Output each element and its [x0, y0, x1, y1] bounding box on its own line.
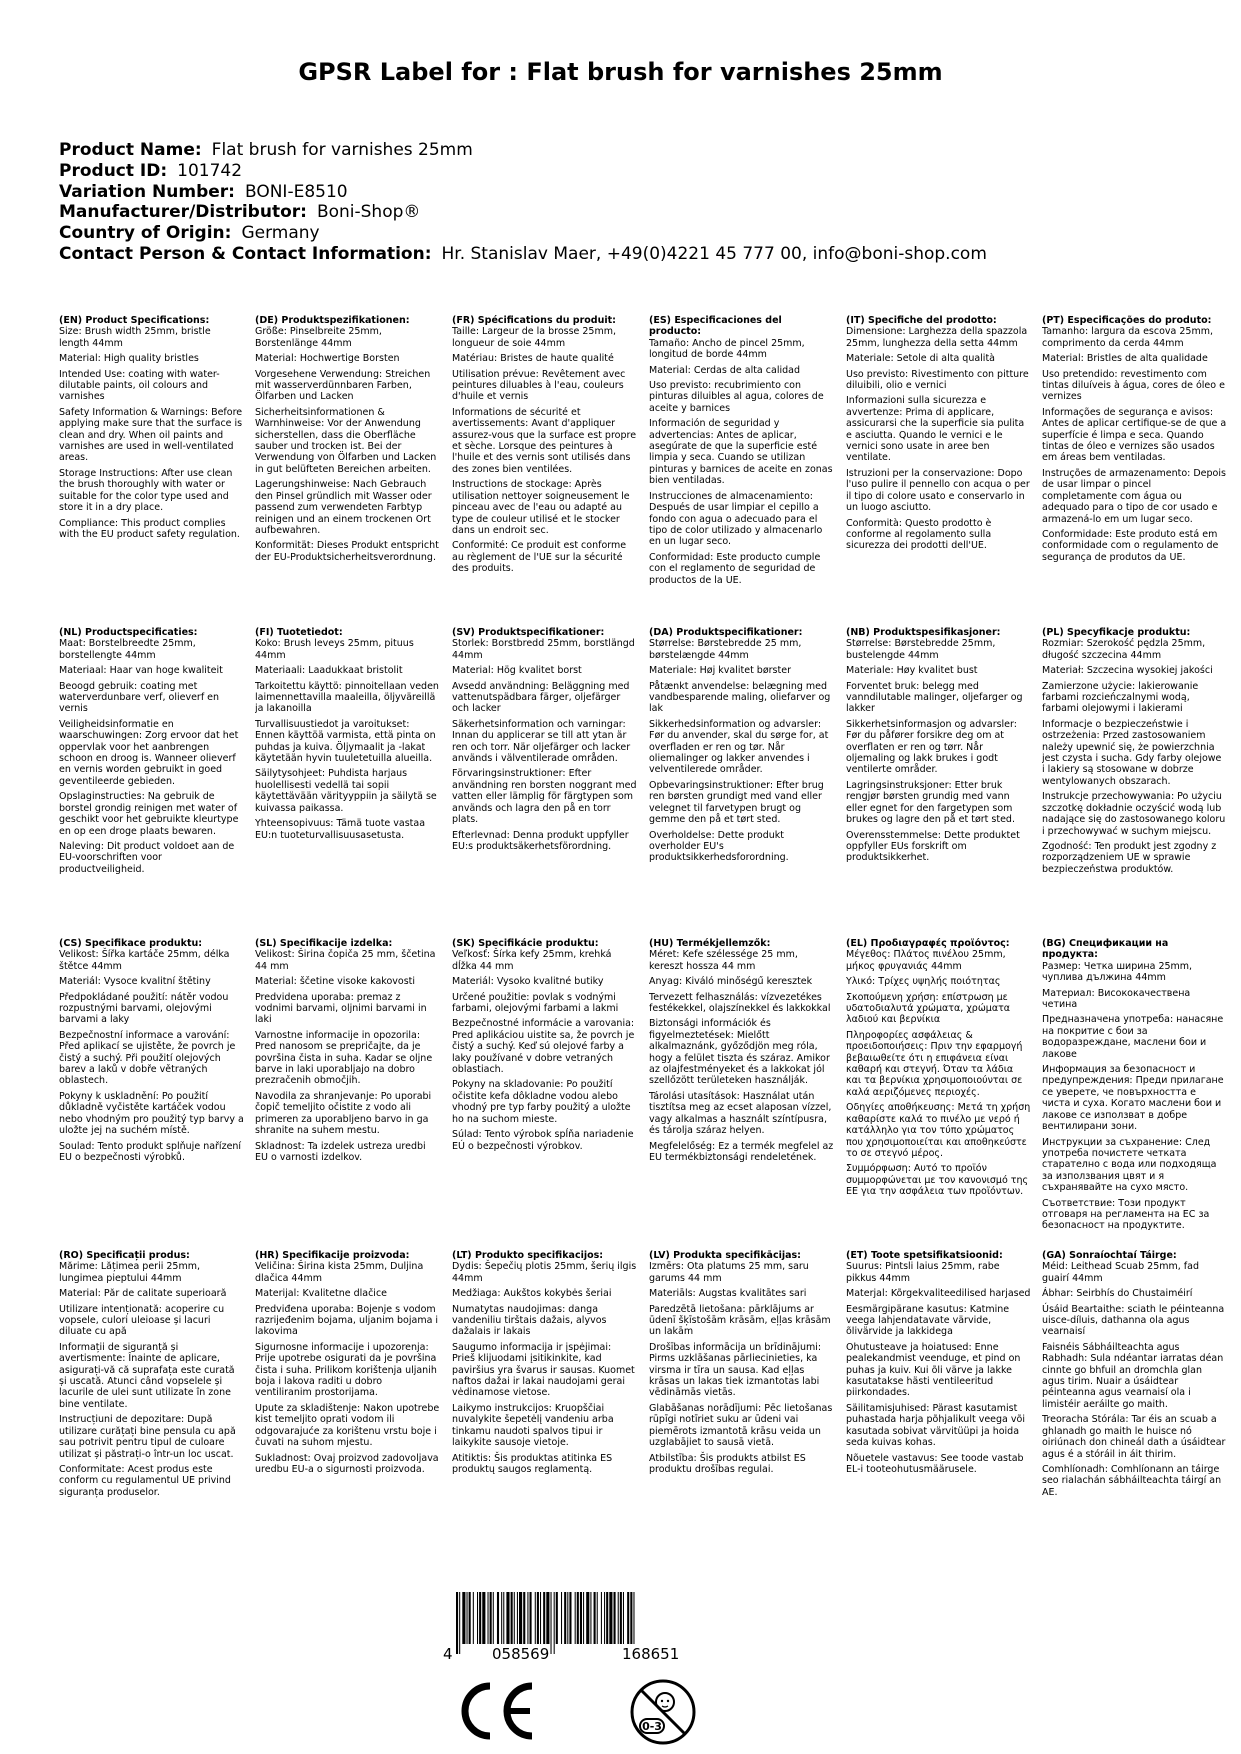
barcode-bar — [467, 1592, 468, 1644]
spec-paragraph: Predviđena uporaba: Bojenje s vodom razrijeđenim bojama, uljanim bojama i lakovima — [255, 1303, 439, 1338]
barcode-bar — [490, 1592, 492, 1644]
spec-paragraph: Opbevaringsinstruktioner: Efter brug ren børsten grundigt med vand eller velegnet til farvetypen brugt og gemme den på et tørt sted. — [649, 779, 824, 826]
info-row — [59, 161, 1199, 182]
barcode-bar — [537, 1592, 539, 1644]
info-label: Product ID: — [59, 160, 168, 181]
spec-paragraph: Materiál: Vysoko kvalitné butiky — [452, 976, 604, 988]
info-value: 101742 — [177, 160, 243, 181]
barcode-bar — [630, 1592, 632, 1644]
spec-paragraph: Material: Cerdas de alta calidad — [649, 364, 800, 376]
spec-heading: (FR) Spécifications du produit: — [452, 315, 616, 326]
spec-paragraph: Instrucțiuni de depozitare: După utilizare curățați bine pensula cu apă sau potrivit pentru tipul de culoare utilizat și păstrați-o într-un loc uscat. — [59, 1414, 236, 1460]
spec-paragraph: Skladnost: Ta izdelek ustreza uredbi EU o varnosti izdelkov. — [255, 1140, 426, 1163]
spec-paragraph: Lagerungshinweise: Nach Gebrauch den Pinsel gründlich mit Wasser oder passend zum verwendeten Farbtyp reinigen und an einem trockenen Ort aufbewahren. — [255, 479, 432, 536]
spec-paragraph: Avsedd användning: Beläggning med vattenutspädbara färger, oljefärger och lacker — [452, 680, 630, 715]
spec-paragraph: Turvallisuustiedot ja varoitukset: Ennen käyttöä varmista, että pinta on puhdas ja kuiva. Öljymaalit ja -lakat käytetään hyvin tuuletetuilla alueilla. — [255, 718, 436, 765]
spec-heading: (PT) Especificações do produto: — [1042, 315, 1212, 326]
spec-paragraph: Paredzētā lietošana: pārklājums ar ūdenī šķīstošām krāsām, eļļas krāsām un lakām — [649, 1303, 831, 1338]
barcode-bar — [580, 1592, 582, 1644]
spec-paragraph: Размер: Четка ширина 25mm, чуплива дължина 44mm — [1042, 960, 1193, 984]
spec-heading: (GA) Sonraíochtaí Táirge: — [1042, 1250, 1177, 1261]
spec-heading: (LV) Produkta specifikācijas: — [649, 1250, 801, 1261]
barcode-bar — [543, 1592, 545, 1644]
spec-block — [1042, 315, 1227, 567]
barcode-bar — [514, 1592, 515, 1644]
spec-block — [59, 627, 244, 879]
spec-paragraph: Velikost: Šířka kartáče 25mm, délka štětce 44mm — [59, 949, 230, 972]
barcode-bar — [627, 1592, 629, 1644]
spec-heading: (NB) Produktspesifikasjoner: — [846, 627, 1001, 638]
spec-paragraph: Předpokládané použití: nátěr vodou rozpustnými barvami, olejovými barvami a laky — [59, 991, 229, 1026]
spec-paragraph: Tamanho: largura da escova 25mm, comprimento da cerda 44mm — [1042, 326, 1213, 349]
spec-paragraph: Materiale: Setole di alta qualità — [846, 353, 995, 365]
spec-paragraph: Utilisation prévue: Revêtement avec peintures diluables à l'eau, couleurs d'huile et vernis — [452, 368, 626, 403]
spec-paragraph: Conformidad: Este producto cumple con el reglamento de seguridad de productos de la UE. — [649, 551, 821, 586]
spec-paragraph: Intended Use: coating with water-dilutable paints, oil colours and varnishes — [59, 368, 220, 403]
spec-paragraph: Ábhar: Seirbhís do Chustaiméirí — [1042, 1288, 1193, 1300]
spec-paragraph: Comhlíonadh: Comhlíonann an táirge seo rialachán sábháilteachta táirgí an AE. — [1042, 1463, 1222, 1498]
barcode-bar — [497, 1592, 499, 1644]
spec-paragraph: Materiaal: Haar van hoge kwaliteit — [59, 665, 223, 677]
barcode-bar — [618, 1592, 619, 1644]
spec-heading: (DE) Produktspezifikationen: — [255, 315, 410, 326]
info-row — [59, 244, 1199, 265]
barcode-bar — [477, 1592, 478, 1644]
spec-paragraph: Informații de siguranță și avertismente: Înainte de aplicare, asigurați-vă că suprafața este curată și uscată. Atunci când vopselele și lacurile de ulei sunt utilizate în zone bine ventilate. — [59, 1341, 235, 1410]
spec-paragraph: Beoogd gebruik: coating met waterverdunbare verf, olieverf en vernis — [59, 680, 220, 715]
spec-paragraph: Navodila za shranjevanje: Po uporabi čopič temeljito očistite z vodo ali primeren za uporabljeno barvo in ga shranite na suhem mestu. — [255, 1090, 432, 1137]
barcode-bar — [597, 1592, 598, 1644]
barcode-bar — [614, 1592, 616, 1644]
barcode-bar — [482, 1592, 485, 1644]
barcode-bar — [506, 1592, 509, 1644]
spec-paragraph: Sigurnosne informacije i upozorenja: Prije upotrebe osigurati da je površina čista i suha. Prilikom korištenja uljanih boja i lakova raditi u dobro ventiliranim prostorijama. — [255, 1341, 437, 1399]
spec-block — [846, 938, 1031, 1202]
spec-paragraph: Størrelse: Børstebredde 25mm, bustelengde 44mm — [846, 638, 996, 661]
info-label: Variation Number: — [59, 181, 235, 202]
info-value: Hr. Stanislav Maer, +49(0)4221 45 777 00, info@boni-shop.com — [441, 243, 987, 264]
spec-heading: (SK) Špecifikácie produktu: — [452, 938, 599, 949]
barcode-bar — [546, 1592, 549, 1644]
barcode-bar — [493, 1592, 494, 1644]
barcode-bar — [459, 1592, 460, 1654]
spec-paragraph: Bezpečnostné informácie a varovania: Pred aplikáciou uistite sa, že povrch je čistý a suchý. Keď sú olejové farby a laky používané v dobre vetraných oblastiach. — [452, 1018, 635, 1076]
spec-heading: (HR) Specifikacije proizvoda: — [255, 1250, 410, 1261]
spec-paragraph: Størrelse: Børstebredde 25 mm, børstelængde 44mm — [649, 638, 802, 661]
spec-paragraph: Предназначена употреба: нанасяне на покритие с бои за водоразреждане, маслени бои и лакове — [1042, 1014, 1224, 1060]
spec-paragraph: Veličina: Širina kista 25mm, Duljina dlačica 44mm — [255, 1261, 424, 1284]
info-row — [59, 223, 1199, 244]
info-value: BONI-E8510 — [244, 181, 348, 202]
spec-block — [1042, 1250, 1227, 1502]
spec-heading: (PL) Specyfikacje produktu: — [1042, 627, 1191, 638]
spec-paragraph: Uso previsto: recubrimiento con pinturas diluibles al agua, colores de aceite y barnices — [649, 380, 824, 414]
spec-paragraph: Materiał: Szczecina wysokiej jakości — [1042, 665, 1213, 677]
spec-paragraph: Informações de segurança e avisos: Antes de aplicar certifique-se de que a superfície é limpa e seca. Quando tintas de óleo e vernizes são usados em áreas bem ventiladas. — [1042, 406, 1227, 464]
spec-paragraph: Material: Bristles de alta qualidade — [1042, 353, 1208, 365]
spec-paragraph: Σκοπούμενη χρήση: επίστρωση με υδατοδιαλυτά χρώματα, χρώματα λαδιού και βερνίκια — [846, 991, 1011, 1026]
spec-paragraph: Lagringsinstruksjoner: Etter bruk rengjør børsten grundig med vann eller egnet for den fargetypen som brukes og lagre den på et tørt sted. — [846, 779, 1015, 826]
spec-paragraph: Velikost: Širina čopiča 25 mm, ščetina 44 mm — [255, 949, 436, 972]
info-row — [59, 182, 1199, 203]
spec-block — [452, 315, 637, 579]
spec-paragraph: Treoracha Stórála: Tar éis an scuab a ghlanadh go maith le huisce nó oiriúnach don chineál dath a úsáidtear agus é a stóráil in áit thirim. — [1042, 1414, 1226, 1460]
spec-paragraph: Информация за безопасност и предупреждения: Преди прилагане се уверете, че повърхността е чиста и суха. Когато маслени бои и лакове се използват в добре вентилирани зони. — [1042, 1064, 1224, 1133]
spec-paragraph: Zgodność: Ten produkt jest zgodny z rozporządzeniem UE w sprawie bezpieczeństwa produktów. — [1042, 840, 1217, 875]
spec-paragraph: Conformité: Ce produit est conforme au règlement de l'UE sur la sécurité des produits. — [452, 540, 627, 575]
barcode-bar — [462, 1592, 465, 1644]
spec-paragraph: Veiligheidsinformatie en waarschuwingen: Zorg ervoor dat het oppervlak voor het aanbrengen schoon en droog is. Wanneer olieverf en vernis worden gebruikt in goed geventileerde gebieden. — [59, 718, 239, 787]
spec-paragraph: Πληροφορίες ασφάλειας & προειδοποιήσεις: Πριν την εφαρμογή βεβαιωθείτε ότι η επιφάνεια είναι καθαρή και στεγνή. Όταν τα λάδια και τα βερνίκια χρησιμοποιούνται σε καλά αεριζόμενες περιοχές. — [846, 1029, 1023, 1098]
spec-paragraph: Uso previsto: Rivestimento con pitture diluibili, olio e vernici — [846, 368, 1029, 392]
spec-paragraph: Instrukcje przechowywania: Po użyciu szczotkę dokładnie oczyścić wodą lub nadające się do zastosowanego koloru i przechowywać w suchym miejscu. — [1042, 791, 1226, 837]
spec-paragraph: Инструкции за съхранение: След употреба почистете четката старателно с вода или подходяща за използвания цвят и я съхранявайте на сухо място. — [1042, 1136, 1217, 1194]
spec-paragraph: Nõuetele vastavus: See toode vastab EL-i tooteohutusmäärusele. — [846, 1452, 1024, 1475]
barcode-bar — [604, 1592, 605, 1644]
spec-paragraph: Maat: Borstelbreedte 25mm, borstellengte 44mm — [59, 638, 196, 661]
spec-paragraph: Pokyny k uskladnění: Po použití důkladně vyčistěte kartáček vodou nebo vhodným pro použitý typ barvy a uložte jej na suchém místě. — [59, 1090, 244, 1137]
spec-block — [255, 315, 440, 567]
spec-paragraph: Съответствие: Този продукт отговаря на регламента на ЕС за безопасност на продуктите. — [1042, 1197, 1210, 1232]
spec-block — [59, 1250, 244, 1502]
age-0-3-warning-icon — [629, 1678, 697, 1746]
barcode-bar — [517, 1592, 518, 1644]
spec-paragraph: Tárolási utasítások: Használat után tisztítsa meg az ecset alaposan vízzel, vagy alkalmas a használt színtípusra, és tárolja száraz helyen. — [649, 1090, 832, 1137]
spec-paragraph: Glabāšanas norādījumi: Pēc lietošanas rūpīgi notīriet suku ar ūdeni vai piemērots izmantotā krāsu veida un uzglabājiet to sausā vietā. — [649, 1402, 833, 1449]
spec-paragraph: Soulad: Tento produkt splňuje nařízení EU o bezpečnosti výrobků. — [59, 1140, 242, 1163]
spec-paragraph: Pokyny na skladovanie: Po použití očistite kefa dôkladne vodou alebo vhodný pre typ farby použitý a uložte ho na suchom mieste. — [452, 1079, 631, 1125]
info-row — [59, 202, 1199, 223]
spec-paragraph: Materijal: Kvalitetne dlačice — [255, 1288, 388, 1300]
barcode-digits-mid: 058569 — [492, 1645, 550, 1663]
spec-paragraph: Forventet bruk: belegg med vanndilutable malinger, oljefarger og lakker — [846, 680, 1023, 715]
spec-block — [649, 315, 834, 590]
spec-paragraph: Naleving: Dit product voldoet aan de EU-voorschriften voor productveiligheid. — [59, 840, 235, 875]
spec-paragraph: Material: Hochwertige Borsten — [255, 353, 400, 365]
spec-paragraph: Storlek: Borstbredd 25mm, borstlängd 44mm — [452, 638, 635, 661]
spec-paragraph: Información de seguridad y advertencias: Antes de aplicar, asegúrate de que la superficie esté limpia y seca. Cuando se utilizan pinturas y barnices de aceite en zonas bien ventiladas. — [649, 418, 833, 487]
spec-paragraph: Sicherheitsinformationen & Warnhinweise: Vor der Anwendung sicherstellen, dass die Oberfläche sauber und trocken ist. Bei der Verwendung von Ölfarben und Lacken in gut belüfteten Bereichen arbeiten. — [255, 406, 437, 475]
spec-paragraph: Material: Păr de calitate superioară — [59, 1288, 227, 1300]
spec-paragraph: Atitiktis: Šis produktas atitinka ES produktų saugos reglamentą. — [452, 1452, 613, 1475]
spec-heading: (ES) Especificaciones del producto: — [649, 315, 782, 338]
barcode-bar — [609, 1592, 612, 1644]
barcode-bar — [620, 1592, 622, 1644]
spec-paragraph: Úsáid Beartaithe: sciath le péinteanna uisce-díluis, dathanna ola agus vearnaisí — [1042, 1303, 1225, 1338]
spec-block — [255, 1250, 440, 1479]
spec-block — [59, 938, 244, 1167]
spec-block — [59, 315, 244, 544]
spec-paragraph: Informations de sécurité et avertissements: Avant d'appliquer assurez-vous que la surface est propre et sèche. Lorsque des peintures à l'huile et des vernis sont utilisés dans des zones bien ventilées. — [452, 406, 637, 475]
spec-paragraph: Predvidena uporaba: premaz z vodnimi barvami, oljnimi barvami in laki — [255, 991, 427, 1026]
spec-block — [649, 938, 834, 1167]
spec-paragraph: Συμμόρφωση: Αυτό το προϊόν συμμορφώνεται με τον κανονισμό της ΕΕ για την ασφάλεια των προϊόντων. — [846, 1163, 1029, 1198]
info-row — [59, 140, 1199, 161]
spec-paragraph: Upute za skladištenje: Nakon upotrebe kist temeljito oprati vodom ili odgovarajuće za korištenu vrstu boje i čuvati na suhom mjestu. — [255, 1402, 440, 1449]
spec-paragraph: Material: High quality bristles — [59, 353, 199, 365]
barcode-bar — [623, 1592, 624, 1644]
barcode-bar — [606, 1592, 608, 1644]
spec-paragraph: Faisnéis Sábháilteachta agus Rabhadh: Sula ndéantar iarratas déan cinnte go bhfuil an dromchla glan agus tirim. Nuair a úsáidtear péinteanna agus vearnaisí ola i limistéir aeráilte go maith. — [1042, 1341, 1224, 1410]
barcode-bar — [469, 1592, 471, 1644]
spec-paragraph: Opslaginstructies: Na gebruik de borstel grondig reinigen met water of geschikt voor het gebruikte kleurtype en op een droge plaats bewaren. — [59, 791, 239, 837]
spec-paragraph: Instruções de armazenamento: Depois de usar limpar o pincel completamente com água ou adequado para o tipo de cor usado e armazená-lo em um lugar seco. — [1042, 467, 1226, 525]
spec-paragraph: Atbilstība: Šis produkts atbilst ES produktu drošības regulai. — [649, 1452, 806, 1475]
spec-paragraph: Saugumo informacija ir įspėjimai: Prieš klijuodami įsitikinkite, kad paviršius yra švarus ir sausas. Kuomet naftos dažai ir lakai naudojami gerai vėdinamose vietose. — [452, 1341, 635, 1399]
barcode-bar — [564, 1592, 566, 1644]
info-label: Contact Person & Contact Information: — [59, 243, 432, 264]
spec-paragraph: Utilizare intenționată: acoperire cu vopsele, culori uleioase și lacuri diluate cu apă — [59, 1303, 225, 1338]
spec-paragraph: Suurus: Pintsli laius 25mm, rabe pikkus 44mm — [846, 1261, 1000, 1284]
spec-paragraph: Yhteensopivuus: Tämä tuote vastaa EU:n tuoteturvallisuusasetusta. — [255, 818, 426, 841]
spec-paragraph: Materiāls: Augstas kvalitātes sari — [649, 1288, 807, 1300]
spec-paragraph: Instrucciones de almacenamiento: Después de usar limpiar el cepillo a fondo con agua o adecuado para el tipo de color utilizado y almacenarlo en un lugar seco. — [649, 490, 823, 548]
spec-block — [452, 938, 637, 1156]
spec-paragraph: Material: Hög kvalitet borst — [452, 665, 582, 677]
barcode-bar — [575, 1592, 576, 1644]
barcode-bar — [601, 1592, 602, 1644]
spec-heading: (ET) Toote spetsifikatsioonid: — [846, 1250, 1003, 1261]
spec-heading: (EN) Product Specifications: — [59, 315, 210, 326]
spec-paragraph: Koko: Brush leveys 25mm, pituus 44mm — [255, 638, 414, 661]
age-label: 0-3 — [642, 1720, 662, 1733]
spec-paragraph: Instructions de stockage: Après utilisation nettoyer soigneusement le pinceau avec de l'eau ou adapté au type de couleur utilisé et le stocker dans un endroit sec. — [452, 479, 630, 536]
barcode-bar — [473, 1592, 474, 1644]
spec-paragraph: Efterlevnad: Denna produkt uppfyller EU:s produktsäkerhetsförordning. — [452, 829, 629, 852]
spec-paragraph: Säilitamisjuhised: Pärast kasutamist puhastada harja põhjalikult veega või kasutada sobivat värvitüüpi ja hoida seda kuivas kohas. — [846, 1402, 1025, 1449]
spec-paragraph: Laikymo instrukcijos: Kruopščiai nuvalykite šepetėlį vandeniu arba tinkamu naudoti spalvos tipui ir laikykite sausoje vietoje. — [452, 1402, 614, 1449]
spec-paragraph: Medžiaga: Aukštos kokybės šeriai — [452, 1288, 612, 1300]
spec-paragraph: Méid: Leithead Scuab 25mm, fad guairí 44mm — [1042, 1261, 1199, 1284]
product-info — [59, 140, 1199, 265]
spec-heading: (FI) Tuotetiedot: — [255, 627, 343, 638]
spec-paragraph: Overensstemmelse: Dette produktet oppfyller EUs forskrift om produktsikkerhet. — [846, 829, 1020, 864]
spec-heading: (RO) Specificații produs: — [59, 1250, 190, 1261]
spec-block — [649, 1250, 834, 1479]
spec-paragraph: Taille: Largeur de la brosse 25mm, longueur de soie 44mm — [452, 326, 617, 349]
spec-paragraph: Matériau: Bristes de haute qualité — [452, 353, 614, 365]
spec-paragraph: Material: ščetine visoke kakovosti — [255, 976, 416, 988]
info-label: Manufacturer/Distributor: — [59, 202, 307, 223]
spec-paragraph: Varnostne informacije in opozorila: Pred nanosom se prepričajte, da je površina čista in suha. Kadar se oljne barve in laki uporabljajo na dobro prezračenih območjih. — [255, 1029, 433, 1087]
barcode-bar — [503, 1592, 504, 1644]
spec-heading: (DA) Produktspecifikationer: — [649, 627, 803, 638]
spec-paragraph: Größe: Pinselbreite 25mm, Borstenlänge 44mm — [255, 326, 382, 349]
spec-paragraph: Anyag: Kiváló minőségű keresztek — [649, 976, 813, 988]
spec-paragraph: Sikkerhetsinformasjon og advarsler: Før du påfører forsikre deg om at overflaten er ren og tørr. Når oljemaling og lakk brukes i godt ventilerte områder. — [846, 718, 1017, 776]
barcode-bar — [540, 1592, 541, 1644]
spec-paragraph: Mărime: Lățimea perii 25mm, lungimea pieptului 44mm — [59, 1261, 200, 1284]
spec-heading: (NL) Productspecificaties: — [59, 627, 198, 638]
spec-heading: (CS) Specifikace produktu: — [59, 938, 203, 949]
spec-paragraph: Informazioni sulla sicurezza e avvertenze: Prima di applicare, assicurarsi che la superficie sia pulita e asciutta. Quando le vernici e le vernici sono usate in aree ben ventilate. — [846, 395, 1025, 464]
spec-paragraph: Materiale: Høj kvalitet børster — [649, 665, 791, 677]
spec-paragraph: Vorgesehene Verwendung: Streichen mit wasserverdünnbaren Farben, Ölfarben und Lacken — [255, 368, 431, 403]
spec-block — [846, 627, 1031, 868]
spec-paragraph: Sukladnost: Ovaj proizvod zadovoljava uredbu EU-a o sigurnosti proizvoda. — [255, 1452, 439, 1475]
spec-block — [255, 627, 440, 845]
barcode-bar — [530, 1592, 532, 1644]
spec-paragraph: Материал: Висококачествена четина — [1042, 987, 1191, 1011]
barcode-bar — [535, 1592, 536, 1644]
spec-paragraph: Storage Instructions: After use clean the brush thoroughly with water or suitable for the color type used and store it in a dry place. — [59, 467, 233, 514]
spec-paragraph: Megfelelőség: Ez a termék megfelel az EU termékbiztonsági rendeletének. — [649, 1140, 834, 1163]
spec-paragraph: Size: Brush width 25mm, bristle length 44mm — [59, 326, 211, 349]
spec-paragraph: Ohutusteave ja hoiatused: Enne pealekandmist veenduge, et pind on puhas ja kuiv. Kui õli värve ja lakke kasutatakse hästi ventileeritud piirkondades. — [846, 1341, 1021, 1399]
spec-block — [255, 938, 440, 1167]
spec-paragraph: Dydis: Šepečių plotis 25mm, šerių ilgis 44mm — [452, 1261, 637, 1284]
spec-paragraph: Compliance: This product complies with the EU product safety regulation. — [59, 517, 240, 540]
barcode-bar — [569, 1592, 571, 1644]
spec-heading: (HU) Termékjellemzők: — [649, 938, 771, 949]
spec-paragraph: Säilytysohjeet: Puhdista harjaus huolellisesti vedellä tai sopii käytettävään värityyppiin ja säilytä se kuivassa paikassa. — [255, 768, 437, 814]
barcode-bar — [633, 1592, 634, 1644]
spec-paragraph: Dimensione: Larghezza della spazzola 25mm, lunghezza della setta 44mm — [846, 326, 1028, 349]
spec-paragraph: Istruzioni per la conservazione: Dopo l'uso pulire il pennello con acqua o per il tipo di colore usato e conservarlo in un luogo asciutto. — [846, 467, 1030, 514]
spec-paragraph: Conformitate: Acest produs este conform cu regulamentul UE privind siguranța produselor. — [59, 1463, 231, 1498]
spec-paragraph: Υλικό: Τρίχες υψηλής ποιότητας — [846, 976, 1001, 988]
spec-paragraph: Μέγεθος: Πλάτος πινέλου 25mm, μήκος φρυγανιάς 44mm — [846, 949, 1006, 972]
spec-paragraph: Conformidade: Este produto está em conformidade com o regulamento de segurança de produtos da UE. — [1042, 528, 1219, 563]
spec-paragraph: Izmērs: Ota platums 25 mm, saru garums 44 mm — [649, 1261, 809, 1284]
spec-paragraph: Materjal: Kõrgekvaliteedilised harjased — [846, 1288, 1031, 1300]
page-title: GPSR Label for : Flat brush for varnishes 25mm — [298, 58, 943, 86]
ce-mark-icon — [456, 1682, 536, 1740]
barcode-bar — [456, 1592, 458, 1654]
barcode-bar — [594, 1592, 596, 1644]
spec-block — [452, 627, 637, 856]
info-value: Flat brush for varnishes 25mm — [211, 140, 473, 160]
barcode-bar — [590, 1592, 591, 1644]
barcode-bar — [479, 1592, 481, 1644]
spec-paragraph: Informacje o bezpieczeństwie i ostrzeżenia: Przed zastosowaniem należy upewnić się, że powierzchnia jest czysta i sucha. Gdy farby olejowe i lakiery są stosowane w dobrze wentylowanych obszarach. — [1042, 718, 1222, 787]
info-value: Germany — [241, 223, 320, 244]
spec-paragraph: Tamaño: Ancho de pincel 25mm, longitud de borde 44mm — [649, 337, 805, 361]
spec-paragraph: Påtænkt anvendelse: belægning med vandbesparende maling, oliefarver og lak — [649, 680, 831, 715]
barcode-digits-right: 168651 — [622, 1645, 680, 1663]
spec-paragraph: Numatytas naudojimas: danga vandeniliu tirštais dažais, alyvos dažalais ir lakais — [452, 1303, 607, 1338]
barcode-bar — [523, 1592, 525, 1644]
info-label: Product Name: — [59, 140, 202, 160]
spec-paragraph: Tarkoitettu käyttö: pinnoitellaan veden laimennettavilla maaleilla, öljyväreillä ja lakanoilla — [255, 680, 439, 715]
spec-paragraph: Sikkerhedsinformation og advarsler: Før du anvender, skal du sørge for, at overfladen er ren og tør. Når oliemalinger og lakker anvendes i velventilerede områder. — [649, 718, 829, 776]
spec-paragraph: Materiale: Høy kvalitet bust — [846, 665, 978, 677]
barcode-bar — [511, 1592, 513, 1644]
barcode-bar — [554, 1592, 555, 1654]
spec-paragraph: Rozmiar: Szerokość pędzla 25mm, długość szczecina 44mm — [1042, 638, 1206, 661]
spec-block — [846, 1250, 1031, 1479]
spec-heading: (SV) Produktspecifikationer: — [452, 627, 605, 638]
spec-paragraph: Οδηγίες αποθήκευσης: Μετά τη χρήση καθαρίστε καλά το πινέλο με νερό ή κατάλληλο για τον τύπο χρώματος που χρησιμοποιείται και αποθηκεύστε το σε στεγνό μέρος. — [846, 1102, 1031, 1159]
spec-paragraph: Overholdelse: Dette produkt overholder EU's produktsikkerhedsforordning. — [649, 829, 789, 864]
spec-heading: (EL) Προδιαγραφές προϊόντος: — [846, 938, 1010, 949]
barcode-bar — [556, 1592, 558, 1644]
spec-paragraph: Tervezett felhasználás: vízvezetékes festékekkel, olajszínekkel és lakkokkal — [649, 991, 831, 1015]
barcode-bar — [551, 1592, 552, 1654]
barcode-bar — [501, 1592, 502, 1644]
spec-paragraph: Materiaali: Laadukkaat bristolit — [255, 665, 403, 677]
spec-paragraph: Méret: Kefe szélessége 25 mm, kereszt hossza 44 mm — [649, 949, 798, 972]
barcode-digit-left: 4 — [443, 1645, 453, 1663]
spec-paragraph: Säkerhetsinformation och varningar: Innan du applicerar se till att ytan är ren och torr. När oljefärger och lacker används i välventilerade områden. — [452, 718, 631, 765]
spec-block — [846, 315, 1031, 556]
barcode-bar — [583, 1592, 584, 1644]
spec-paragraph: Určené použitie: povlak s vodnými farbami, olejovými farbami a lakmi — [452, 991, 619, 1015]
spec-paragraph: Materiál: Vysoce kvalitní štětiny — [59, 976, 211, 988]
spec-paragraph: Zamierzone użycie: lakierowanie farbami rozcieńczalnymi wodą, farbami olejowymi i lakierami — [1042, 680, 1199, 715]
spec-paragraph: Súlad: Tento výrobok spĺňa nariadenie EÚ o bezpečnosti výrobkov. — [452, 1129, 634, 1152]
spec-paragraph: Uso pretendido: revestimento com tintas diluíveis à água, cores de óleo e vernizes — [1042, 368, 1225, 403]
spec-heading: (IT) Specifiche del prodotto: — [846, 315, 997, 326]
spec-paragraph: Bezpečnostní informace a varování: Před aplikací se ujistěte, že povrch je čistý a suchý. Při použití olejových barev a laků v dobře větraných oblastech. — [59, 1029, 236, 1087]
spec-paragraph: Conformità: Questo prodotto è conforme al regolamento sulla sicurezza dei prodotti dell'UE. — [846, 517, 992, 552]
spec-paragraph: Eesmärgipärane kasutus: Katmine veega lahjendatavate värvide, õlivärvide ja lakkidega — [846, 1303, 1010, 1338]
spec-paragraph: Konformität: Dieses Produkt entspricht der EU-Produktsicherheitsverordnung. — [255, 540, 439, 563]
spec-block — [649, 627, 834, 868]
barcode-bar — [577, 1592, 579, 1644]
spec-paragraph: Veľkosť: Šírka kefy 25mm, krehká dĺžka 44 mm — [452, 949, 612, 972]
spec-heading: (LT) Produkto specifikacijos: — [452, 1250, 604, 1261]
barcode-bar — [488, 1592, 489, 1644]
barcode-bar — [586, 1592, 589, 1644]
barcode-bar — [561, 1592, 562, 1644]
barcode-bar — [527, 1592, 528, 1644]
spec-block — [452, 1250, 637, 1479]
spec-paragraph: Drošības informācija un brīdinājumi: Pirms uzklāšanas pārliecinieties, ka virsma ir tīra un sausa. Kad eļļas krāsas un lakas tiek izmantotas labi vēdināmās vietās. — [649, 1341, 822, 1399]
barcode-bar — [519, 1592, 522, 1644]
spec-paragraph: Safety Information & Warnings: Before applying make sure that the surface is clean and dry. When oil paints and varnishes are used in well-ventilated areas. — [59, 406, 243, 464]
spec-paragraph: Förvaringsinstruktioner: Efter användning ren borsten noggrant med vatten eller lämplig för färgtypen som används och lagra den på en torr plats. — [452, 768, 637, 826]
spec-heading: (BG) Спецификации на продукта: — [1042, 938, 1169, 961]
info-label: Country of Origin: — [59, 223, 232, 244]
spec-heading: (SL) Specifikacije izdelka: — [255, 938, 393, 949]
spec-block — [1042, 938, 1227, 1236]
info-value: Boni-Shop® — [316, 202, 421, 223]
barcode-bar — [567, 1592, 568, 1644]
spec-block — [1042, 627, 1227, 879]
spec-paragraph: Biztonsági információk és figyelmeztetések: Mielőtt alkalmaznánk, győződjön meg róla, hogy a felület tiszta és száraz. Amikor az olajfestményeket és a lakkokat jól szellőzött területeken használják. — [649, 1018, 830, 1087]
